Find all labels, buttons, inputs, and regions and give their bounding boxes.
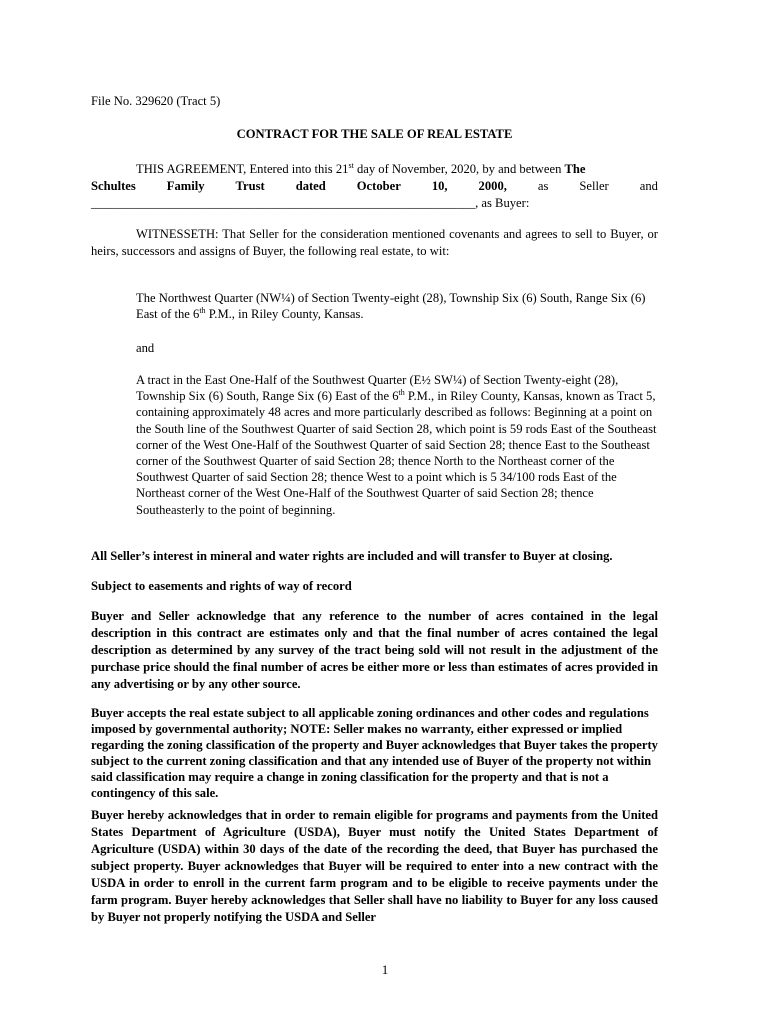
buyer-blank-line: _____________________________________________________________, as Buyer: [91, 196, 530, 210]
legal-and-connector: and [136, 341, 155, 355]
document-title: CONTRACT FOR THE SALE OF REAL ESTATE [236, 127, 513, 141]
agreement-line-1: THIS AGREEMENT, Entered into this 21st day of November, 2020, by and between The [136, 160, 586, 176]
agreement-paragraph [91, 161, 658, 212]
mineral-rights-clause: All Seller’s interest in mineral and water rights are included and will transfer to Buyer at closing. [91, 549, 613, 563]
zoning-clause: Buyer accepts the real estate subject to all applicable zoning ordinances and other codes and regulations imposed by governmental authority; NOTE: Seller makes no warranty, either expressed or implied regarding the zoning classification of the property and Buyer acknowledges that Buyer takes the property subject to the current zoning classification and that any intended use of Buyer of the property not within said classification may require a change in zoning classification for the property and that is not a contingency of this sale. [91, 706, 658, 800]
legal-description-tract-5: A tract in the East One-Half of the Southwest Quarter (E½ SW¼) of Section Twenty-eight (28), Township Six (6) South, Range Six (6) East of the 6th P.M., in Riley County, Kansas, known as Tract 5, containing approximately 48 acres and more particularly described as follows: Beginning at a point on the South line of the Southwest Quarter of said Section 28, which point is 59 rods East of the Southeast corner of the West One-Half of the Southwest Quarter of said Section 28; thence East to the Southeast corner of the Southwest Quarter of said Section 28; thence North to the Northeast corner of the Southwest Quarter of said Section 28; thence West to a point which is 5 34/100 rods East of the Northeast corner of the West One-Half of the Southwest Quarter of said Section 28; thence Southeasterly to the point of beginning. [136, 373, 657, 517]
file-number: File No. 329620 (Tract 5) [91, 94, 221, 108]
legal-description-nw-quarter: The Northwest Quarter (NW¼) of Section Twenty-eight (28), Township Six (6) South, Range Six (6) East of the 6th P.M., in Riley County, Kansas. [136, 291, 646, 322]
easements-clause: Subject to easements and rights of way of record [91, 579, 352, 593]
page-number: 1 [381, 963, 389, 977]
witnesseth-paragraph: WITNESSETH: That Seller for the consideration mentioned covenants and agrees to sell to Buyer, or heirs, successors and assigns of Buyer, the following real estate, to wit: [91, 227, 658, 258]
agreement-line-2: Schultes Family Trust dated October 10, 2000, as Seller and [91, 179, 658, 193]
usda-clause: Buyer hereby acknowledges that in order to remain eligible for programs and payments from the United States Department of Agriculture (USDA), Buyer must notify the United States Department of Agriculture (USDA) within 30 days of the date of the recording the deed, that Buyer has purchased the subject property. Buyer acknowledges that Buyer will be required to enter into a new contract with the USDA in order to enroll in the current farm program and to be eligible to receive payments under the farm program. Buyer hereby acknowledges that Seller shall have no liability to Buyer for any loss caused by Buyer not properly notifying the USDA and Seller [91, 808, 658, 924]
acreage-clause: Buyer and Seller acknowledge that any reference to the number of acres contained in the legal description in this contract are estimates only and that the final number of acres contained the legal description as determined by any survey of the tract being sold will not result in the adjustment of the purchase price should the final number of acres be either more or less than estimates of acres provided in any advertising or by any other source. [91, 609, 658, 691]
seller-name-start: The [564, 162, 586, 176]
